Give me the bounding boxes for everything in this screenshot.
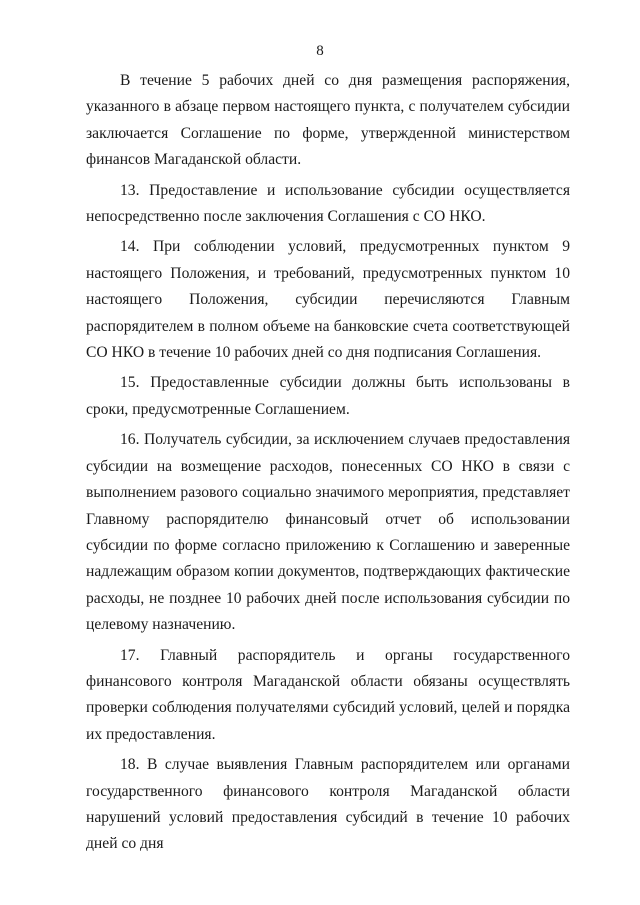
paragraph-18: 18. В случае выявления Главным распорядителем или органами государственного финансового контроля Магаданской области нарушений условий предоставления субсидий в течение 10 рабочих дней со дня: [86, 756, 570, 853]
paragraph-17: 17. Главный распорядитель и органы государственного финансового контроля Магаданской области обязаны осуществлять проверки соблюдения получателями субсидий условий, целей и порядка их предоставления.: [86, 646, 570, 743]
paragraph-14: 14. При соблюдении условий, предусмотренных пунктом 9 настоящего Положения, и требований, предусмотренных пунктом 10 настоящего Положения, субсидии перечисляются Главным распорядителем в полном объеме на банковские счета соответствующей СО НКО в течение 10 рабочих дней со дня подписания Соглашения.: [86, 238, 570, 362]
paragraph-13: 13. Предоставление и использование субсидии осуществляется непосредственно после заключения Соглашения с СО НКО.: [86, 181, 570, 226]
paragraph-15: 15. Предоставленные субсидии должны быть использованы в сроки, предусмотренные Соглашением.: [86, 374, 570, 418]
page-number: 8: [316, 43, 324, 59]
paragraph-16: 16. Получатель субсидии, за исключением случаев предоставления субсидии на возмещение расходов, понесенных СО НКО в связи с выполнением разового социально значимого мероприятия, представляет Главному распорядителю финансовый отчет об использовании субсидии по форме согласно приложению к Соглашению и заверенные надлежащим образом копии документов, подтверждающих фактические расходы, не позднее 10 рабочих дней после использования субсидии по целевому назначению.: [86, 431, 570, 634]
document-body: [86, 68, 570, 862]
paragraph-intro: В течение 5 рабочих дней со дня размещения распоряжения, указанного в абзаце первом настоящего пункта, с получателем субсидии заключается Соглашение по форме, утвержденной министерством финансов Магаданской области.: [86, 72, 570, 169]
